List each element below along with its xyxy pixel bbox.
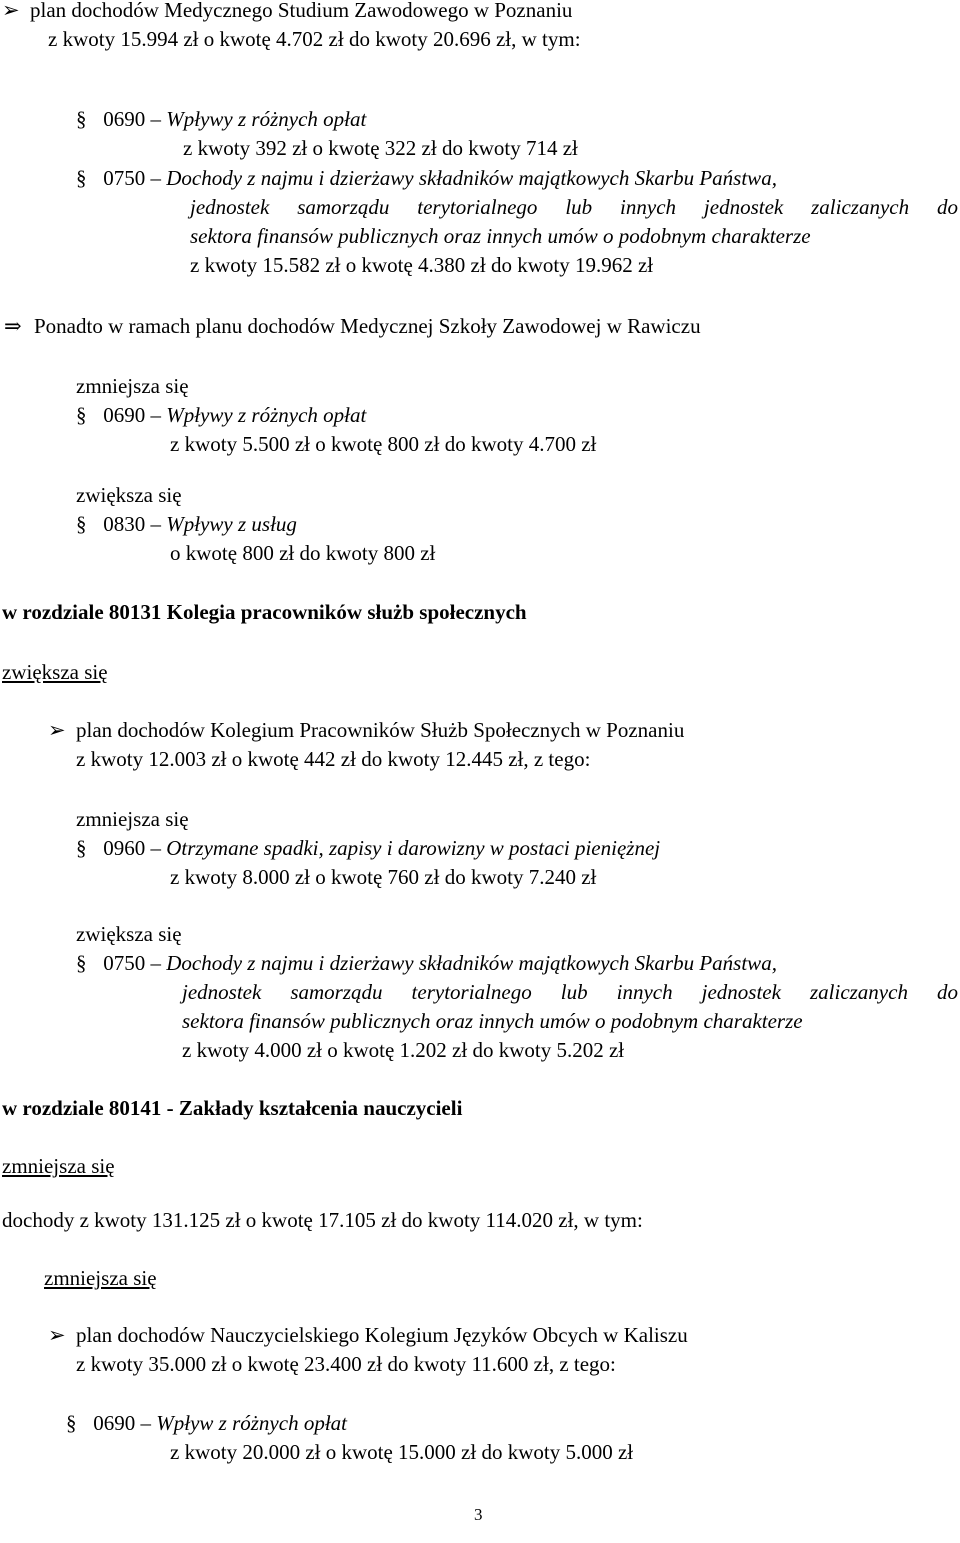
dash: – (150, 836, 161, 860)
msz-rawicz-text: Ponadto w ramach planu dochodów Medycznej Szkoły Zawodowej w Rawiczu (34, 314, 701, 338)
paragraph-code: 0750 (103, 951, 146, 975)
dash: – (140, 1411, 151, 1435)
paragraph-0960-line (76, 834, 660, 863)
paragraph-0750-line (76, 949, 777, 978)
decrease-label: zmniejsza się (76, 807, 189, 831)
section-sign-icon: § (66, 1411, 77, 1435)
paragraph-0690-amount: z kwoty 392 zł o kwotę 322 zł do kwoty 714 zł (183, 136, 578, 160)
dash: – (150, 512, 161, 536)
increase-label: zwiększa się (76, 483, 182, 507)
paragraph-0750-name-line3: sektora finansów publicznych oraz innych umów o podobnym charakterze (182, 1009, 803, 1033)
paragraph-code: 0690 (103, 107, 146, 131)
kpss-plan-line1: plan dochodów Kolegium Pracowników Służb Społecznych w Poznaniu (76, 718, 685, 742)
section-sign-icon: § (76, 951, 87, 975)
paragraph-0690-amount: z kwoty 20.000 zł o kwotę 15.000 zł do kwoty 5.000 zł (170, 1440, 634, 1464)
paragraph-0750-amount: z kwoty 15.582 zł o kwotę 4.380 zł do kwoty 19.962 zł (190, 253, 654, 277)
paragraph-0750-amount: z kwoty 4.000 zł o kwotę 1.202 zł do kwoty 5.202 zł (182, 1038, 625, 1062)
paragraph-name: Wpływy z różnych opłat (166, 403, 367, 427)
dash: – (150, 107, 161, 131)
paragraph-code: 0750 (103, 166, 146, 190)
bullet-item-nkjo-kalisz (48, 1321, 688, 1350)
paragraph-0830-line (76, 510, 297, 539)
section-80131-heading: w rozdziale 80131 Kolegia pracowników służb społecznych (2, 600, 527, 624)
increase-label: zwiększa się (76, 922, 182, 946)
paragraph-0690-line (76, 401, 366, 430)
paragraph-0690-amount: z kwoty 5.500 zł o kwotę 800 zł do kwoty 4.700 zł (170, 432, 597, 456)
msz-plan-line2: z kwoty 15.994 zł o kwotę 4.702 zł do kwoty 20.696 zł, w tym: (48, 27, 581, 51)
section-sign-icon: § (76, 403, 87, 427)
paragraph-name: Wpływ z różnych opłat (156, 1411, 347, 1435)
section-sign-icon: § (76, 836, 87, 860)
paragraph-code: 0690 (93, 1411, 136, 1435)
nkjo-plan-line1: plan dochodów Nauczycielskiego Kolegium Języków Obcych w Kaliszu (76, 1323, 688, 1347)
section-sign-icon: § (76, 166, 87, 190)
section-80141-heading: w rozdziale 80141 - Zakłady kształcenia nauczycieli (2, 1096, 463, 1120)
paragraph-name: Wpływy z usług (166, 512, 297, 536)
msz-plan-line1: plan dochodów Medycznego Studium Zawodowego w Poznaniu (30, 0, 573, 22)
paragraph-name: Otrzymane spadki, zapisy i darowizny w postaci pieniężnej (166, 836, 661, 860)
paragraph-name-line1: Dochody z najmu i dzierżawy składników majątkowych Skarbu Państwa, (166, 166, 777, 190)
paragraph-name: Wpływy z różnych opłat (166, 107, 367, 131)
section-sign-icon: § (76, 512, 87, 536)
paragraph-0830-amount: o kwotę 800 zł do kwoty 800 zł (170, 541, 436, 565)
paragraph-0690-line (66, 1409, 347, 1438)
section-80141-change: zmniejsza się (2, 1154, 115, 1178)
paragraph-0690-line (76, 105, 366, 134)
paragraph-name-line1: Dochody z najmu i dzierżawy składników majątkowych Skarbu Państwa, (166, 951, 777, 975)
section-80141-total: dochody z kwoty 131.125 zł o kwotę 17.105 zł do kwoty 114.020 zł, w tym: (2, 1208, 643, 1232)
paragraph-code: 0830 (103, 512, 146, 536)
bullet-item-msz-poznan (2, 0, 572, 25)
dash: – (150, 403, 161, 427)
double-arrow-icon: ⇒ (4, 314, 22, 338)
section-sign-icon: § (76, 107, 87, 131)
section-80141-sub-change: zmniejsza się (44, 1266, 157, 1290)
nkjo-plan-line2: z kwoty 35.000 zł o kwotę 23.400 zł do kwoty 11.600 zł, z tego: (76, 1352, 616, 1376)
decrease-label: zmniejsza się (76, 374, 189, 398)
page-number: 3 (474, 1505, 483, 1524)
arrowhead-bullet-icon: ➢ (48, 718, 66, 742)
dash: – (150, 166, 161, 190)
paragraph-code: 0690 (103, 403, 146, 427)
section-80131-change: zwiększa się (2, 660, 108, 684)
msz-rawicz-intro (4, 312, 701, 341)
dash: – (150, 951, 161, 975)
arrowhead-bullet-icon: ➢ (2, 0, 20, 22)
bullet-item-kpss-poznan (48, 716, 684, 745)
paragraph-0750-name-line2: jednostek samorządu terytorialnego lub innych jednostek zaliczanych do (182, 980, 958, 1004)
paragraph-0750-name-line2: jednostek samorządu terytorialnego lub innych jednostek zaliczanych do (190, 195, 958, 219)
paragraph-0750-line (76, 164, 777, 193)
paragraph-0750-name-line3: sektora finansów publicznych oraz innych umów o podobnym charakterze (190, 224, 811, 248)
paragraph-code: 0960 (103, 836, 146, 860)
kpss-plan-line2: z kwoty 12.003 zł o kwotę 442 zł do kwoty 12.445 zł, z tego: (76, 747, 591, 771)
paragraph-0960-amount: z kwoty 8.000 zł o kwotę 760 zł do kwoty 7.240 zł (170, 865, 597, 889)
arrowhead-bullet-icon: ➢ (48, 1323, 66, 1347)
